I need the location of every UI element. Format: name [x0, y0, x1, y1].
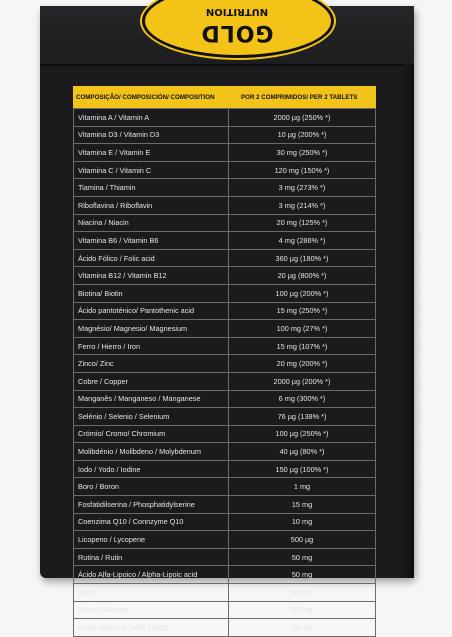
box-side-shade: [404, 64, 414, 578]
table-row: [74, 566, 376, 584]
nutrient-amount: 2000 µg (200% *): [229, 372, 376, 390]
nutrient-name: Maca: [74, 584, 229, 602]
nutrient-name: Panax Ginseng: [74, 601, 229, 619]
nutrient-amount: 30 mg (250% *): [229, 144, 376, 162]
composition-table: [73, 86, 376, 637]
nutrient-amount: 10 µg (200% *): [229, 126, 376, 144]
table-row: [74, 390, 376, 408]
nutrient-name: Ácido pantoténico/ Pantothenic acid: [74, 302, 229, 320]
nutrient-name: Ácido Fólico / Folic acid: [74, 249, 229, 267]
nutrient-amount: 100 µg (200% *): [229, 284, 376, 302]
nutrient-amount: 20 mg (125% *): [229, 214, 376, 232]
nutrient-name: Magnésio/ Magnesio/ Magnesium: [74, 320, 229, 338]
nutrient-amount: 10 mg: [229, 513, 376, 531]
nutrient-amount: 2000 µg (250% *): [229, 109, 376, 127]
table-row: [74, 179, 376, 197]
nutrient-amount: 100 mg (27% *): [229, 320, 376, 338]
table-row: [74, 372, 376, 390]
nutrient-amount: 120 mg (150% *): [229, 161, 376, 179]
table-row: [74, 531, 376, 549]
nutrient-name: Riboflavina / Riboflavin: [74, 196, 229, 214]
nutrient-amount: 20 mg (200% *): [229, 355, 376, 373]
nutrient-name: Iodo / Yodo / Iodine: [74, 460, 229, 478]
logo-sub-text: NUTRITION: [205, 6, 269, 17]
table-row: [74, 144, 376, 162]
nutrient-amount: 40 µg (80% *): [229, 443, 376, 461]
nutrient-name: Cardo Mariano / Milk Thistle: [74, 619, 229, 637]
table-row: [74, 214, 376, 232]
table-row: [74, 460, 376, 478]
nutrient-amount: 1 mg: [229, 478, 376, 496]
nutrient-amount: 3 mg (214% *): [229, 196, 376, 214]
nutrient-amount: 15 mg: [229, 496, 376, 514]
table-row: [74, 601, 376, 619]
nutrient-name: Rutina / Rutin: [74, 548, 229, 566]
table-row: [74, 337, 376, 355]
box-top-flap: [40, 6, 414, 66]
table-row: [74, 196, 376, 214]
logo-main-text: GOLD: [200, 20, 274, 45]
nutrient-name: Ácido Alfa-Lipoico / Alpha-Lipoic acid: [74, 566, 229, 584]
nutrient-amount: 3 mg (273% *): [229, 179, 376, 197]
nutrient-amount: 50 mg: [229, 584, 376, 602]
table-row: [74, 267, 376, 285]
nutrient-name: Zinco/ Zinc: [74, 355, 229, 373]
nutrient-name: Vitamina B12 / Vitamin B12: [74, 267, 229, 285]
table-row: [74, 109, 376, 127]
nutrient-amount: 50 mg: [229, 601, 376, 619]
nutrient-name: Vitamina D3 / Vitamin D3: [74, 126, 229, 144]
nutrient-amount: 360 µg (180% *): [229, 249, 376, 267]
table-row: [74, 619, 376, 637]
table-row: [74, 513, 376, 531]
nutrient-amount: 100 µg (250% *): [229, 425, 376, 443]
nutrient-amount: 15 mg (250% *): [229, 302, 376, 320]
header-composition: COMPOSIÇÃO/ COMPOSICIÓN/ COMPOSITION: [76, 93, 215, 101]
table-header: [73, 86, 376, 108]
nutrient-amount: 4 mg (286% *): [229, 232, 376, 250]
table-row: [74, 496, 376, 514]
table-row: [74, 161, 376, 179]
nutrient-name: Tiamina / Thiamin: [74, 179, 229, 197]
nutrient-name: Selénio / Selenio / Selenium: [74, 408, 229, 426]
nutrient-amount: 15 mg (107% *): [229, 337, 376, 355]
nutrient-name: Vitamina B6 / Vitamin B6: [74, 232, 229, 250]
nutrient-name: Vitamina E / Vitamin E: [74, 144, 229, 162]
nutrient-amount: 20 µg (800% *): [229, 267, 376, 285]
nutrient-name: Vitamina A / Vitamin A: [74, 109, 229, 127]
nutrient-table: [73, 108, 376, 637]
nutrient-name: Molibdénio / Molibdeno / Molybdenum: [74, 443, 229, 461]
table-row: [74, 584, 376, 602]
table-row: [74, 232, 376, 250]
nutrient-name: Vitamina C / Vitamin C: [74, 161, 229, 179]
nutrient-name: Ferro / Hierro / Iron: [74, 337, 229, 355]
table-row: [74, 320, 376, 338]
nutrient-name: Niacina / Niacin: [74, 214, 229, 232]
table-row: [74, 548, 376, 566]
table-row: [74, 302, 376, 320]
table-row: [74, 443, 376, 461]
footnote: *VRN / NRV - Valor de referência do nutriente/ Valor de referencia del nutriente/ Nutrient reference value.: [416, 229, 423, 536]
table-row: [74, 355, 376, 373]
nutrient-name: Crómio/ Cromo/ Chromium: [74, 425, 229, 443]
table-row: [74, 284, 376, 302]
nutrient-amount: 500 µg: [229, 531, 376, 549]
table-row: [74, 126, 376, 144]
nutrient-amount: 6 mg (300% *): [229, 390, 376, 408]
nutrient-amount: 50 mg: [229, 548, 376, 566]
table-row: [74, 425, 376, 443]
nutrient-amount: 150 µg (100% *): [229, 460, 376, 478]
nutrient-amount: 50 mg: [229, 619, 376, 637]
nutrient-name: Manganês / Manganeso / Manganese: [74, 390, 229, 408]
product-box: [40, 6, 423, 633]
nutrient-name: Coenzima Q10 / Connzyme Q10: [74, 513, 229, 531]
table-row: [74, 249, 376, 267]
nutrient-amount: 76 µg (138% *): [229, 408, 376, 426]
table-row: [74, 478, 376, 496]
nutrient-name: Fosfatidilserina / Phosphatidylserine: [74, 496, 229, 514]
nutrient-name: Cobre / Copper: [74, 372, 229, 390]
table-row: [74, 408, 376, 426]
nutrient-amount: 50 mg: [229, 566, 376, 584]
nutrient-name: Biotina/ Biotin: [74, 284, 229, 302]
header-per-tablets: POR 2 COMPRIMIDOS/ PER 2 TABLETS: [241, 93, 358, 101]
nutrient-name: Licopeno / Lycopene: [74, 531, 229, 549]
nutrient-name: Boro / Boron: [74, 478, 229, 496]
